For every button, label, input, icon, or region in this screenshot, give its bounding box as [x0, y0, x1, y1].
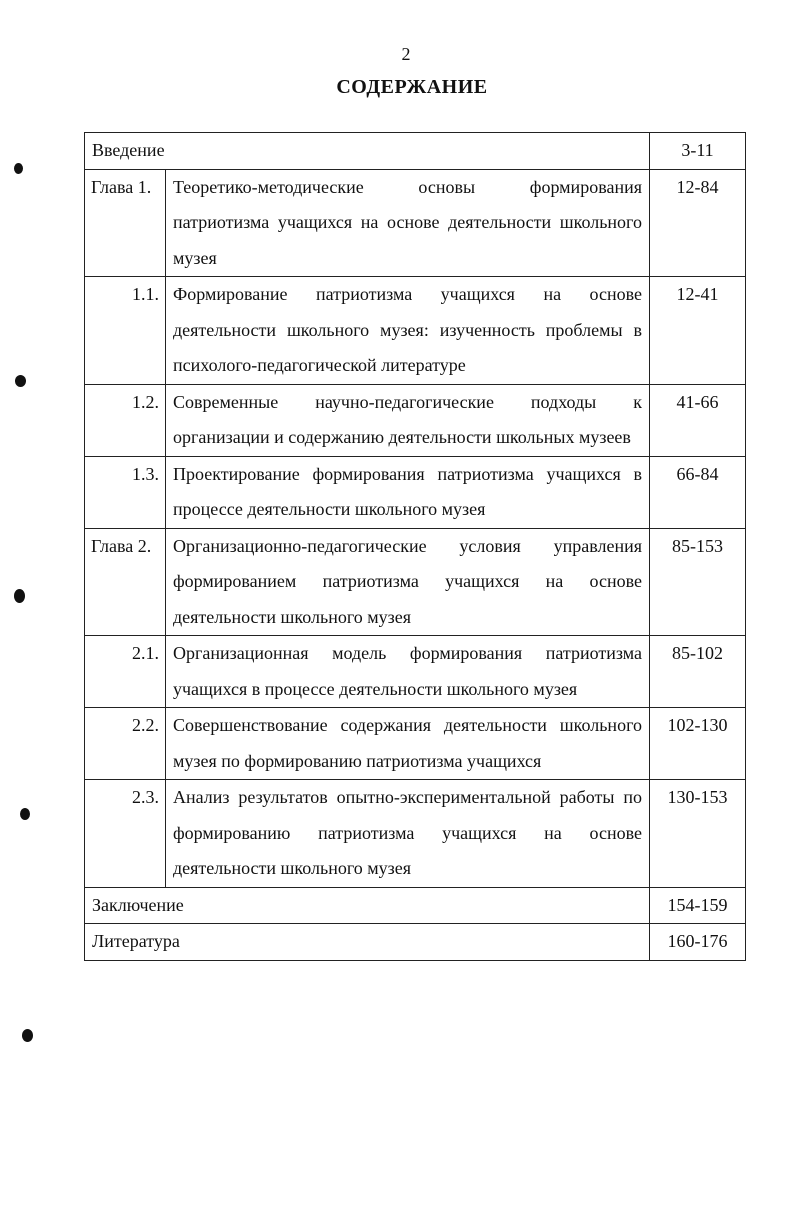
toc-row-literature: [85, 924, 746, 961]
toc-entry-number: 2.1.: [85, 636, 166, 708]
toc-entry-number: Глава 1.: [85, 169, 166, 277]
toc-entry-title: Проектирование формирования патриотизма учащихся в процессе деятельности школьного музея: [166, 456, 650, 528]
toc-entry-pages: 154-159: [650, 887, 746, 924]
toc-row: [85, 277, 746, 385]
toc-entry-title: Заключение: [85, 887, 650, 924]
page-number: 2: [401, 44, 411, 64]
toc-entry-number: 1.2.: [85, 384, 166, 456]
toc-entry-title: Теоретико-методические основы формирования патриотизма учащихся на основе деятельности школьного музея: [166, 169, 650, 277]
toc-row-conclusion: [85, 887, 746, 924]
toc-entry-number: 2.2.: [85, 708, 166, 780]
toc-entry-pages: 102-130: [650, 708, 746, 780]
toc-entry-pages: 12-41: [650, 277, 746, 385]
toc-row: [85, 528, 746, 636]
toc-entry-pages: 85-102: [650, 636, 746, 708]
toc-entry-pages: 41-66: [650, 384, 746, 456]
toc-entry-pages: 12-84: [650, 169, 746, 277]
toc-entry-pages: 66-84: [650, 456, 746, 528]
scan-mark-dot: [15, 375, 26, 387]
toc-entry-number: 1.3.: [85, 456, 166, 528]
toc-entry-pages: 160-176: [650, 924, 746, 961]
toc-row: [85, 169, 746, 277]
page-title: СОДЕРЖАНИЕ: [336, 76, 488, 98]
toc-row: [85, 456, 746, 528]
toc-entry-number: 1.1.: [85, 277, 166, 385]
toc-row-introduction: [85, 133, 746, 170]
toc-entry-title: Анализ результатов опытно-экспериментальной работы по формированию патриотизма учащихся на основе деятельности школьного музея: [166, 780, 650, 888]
toc-row: [85, 780, 746, 888]
toc-entry-pages: 130-153: [650, 780, 746, 888]
toc-entry-number: 2.3.: [85, 780, 166, 888]
scan-mark-dot: [20, 808, 30, 820]
scan-mark-dot: [22, 1029, 33, 1042]
toc-entry-pages: 3-11: [650, 133, 746, 170]
toc-entry-pages: 85-153: [650, 528, 746, 636]
toc-row: [85, 636, 746, 708]
toc-entry-title: Формирование патриотизма учащихся на основе деятельности школьного музея: изученность проблемы в психолого-педагогической литературе: [166, 277, 650, 385]
toc-entry-title: Организационно-педагогические условия управления формированием патриотизма учащихся на основе деятельности школьного музея: [166, 528, 650, 636]
toc-entry-title: Литература: [85, 924, 650, 961]
toc-entry-title: Организационная модель формирования патриотизма учащихся в процессе деятельности школьного музея: [166, 636, 650, 708]
toc-entry-number: Глава 2.: [85, 528, 166, 636]
toc-row: [85, 708, 746, 780]
toc-entry-title: Введение: [85, 133, 650, 170]
toc-row: [85, 384, 746, 456]
toc-entry-title: Современные научно-педагогические подходы к организации и содержанию деятельности школьных музеев: [166, 384, 650, 456]
toc-entry-title: Совершенствование содержания деятельности школьного музея по формированию патриотизма учащихся: [166, 708, 650, 780]
table-of-contents: [84, 132, 746, 961]
scan-mark-dot: [14, 589, 25, 603]
scan-mark-dot: [14, 163, 23, 174]
